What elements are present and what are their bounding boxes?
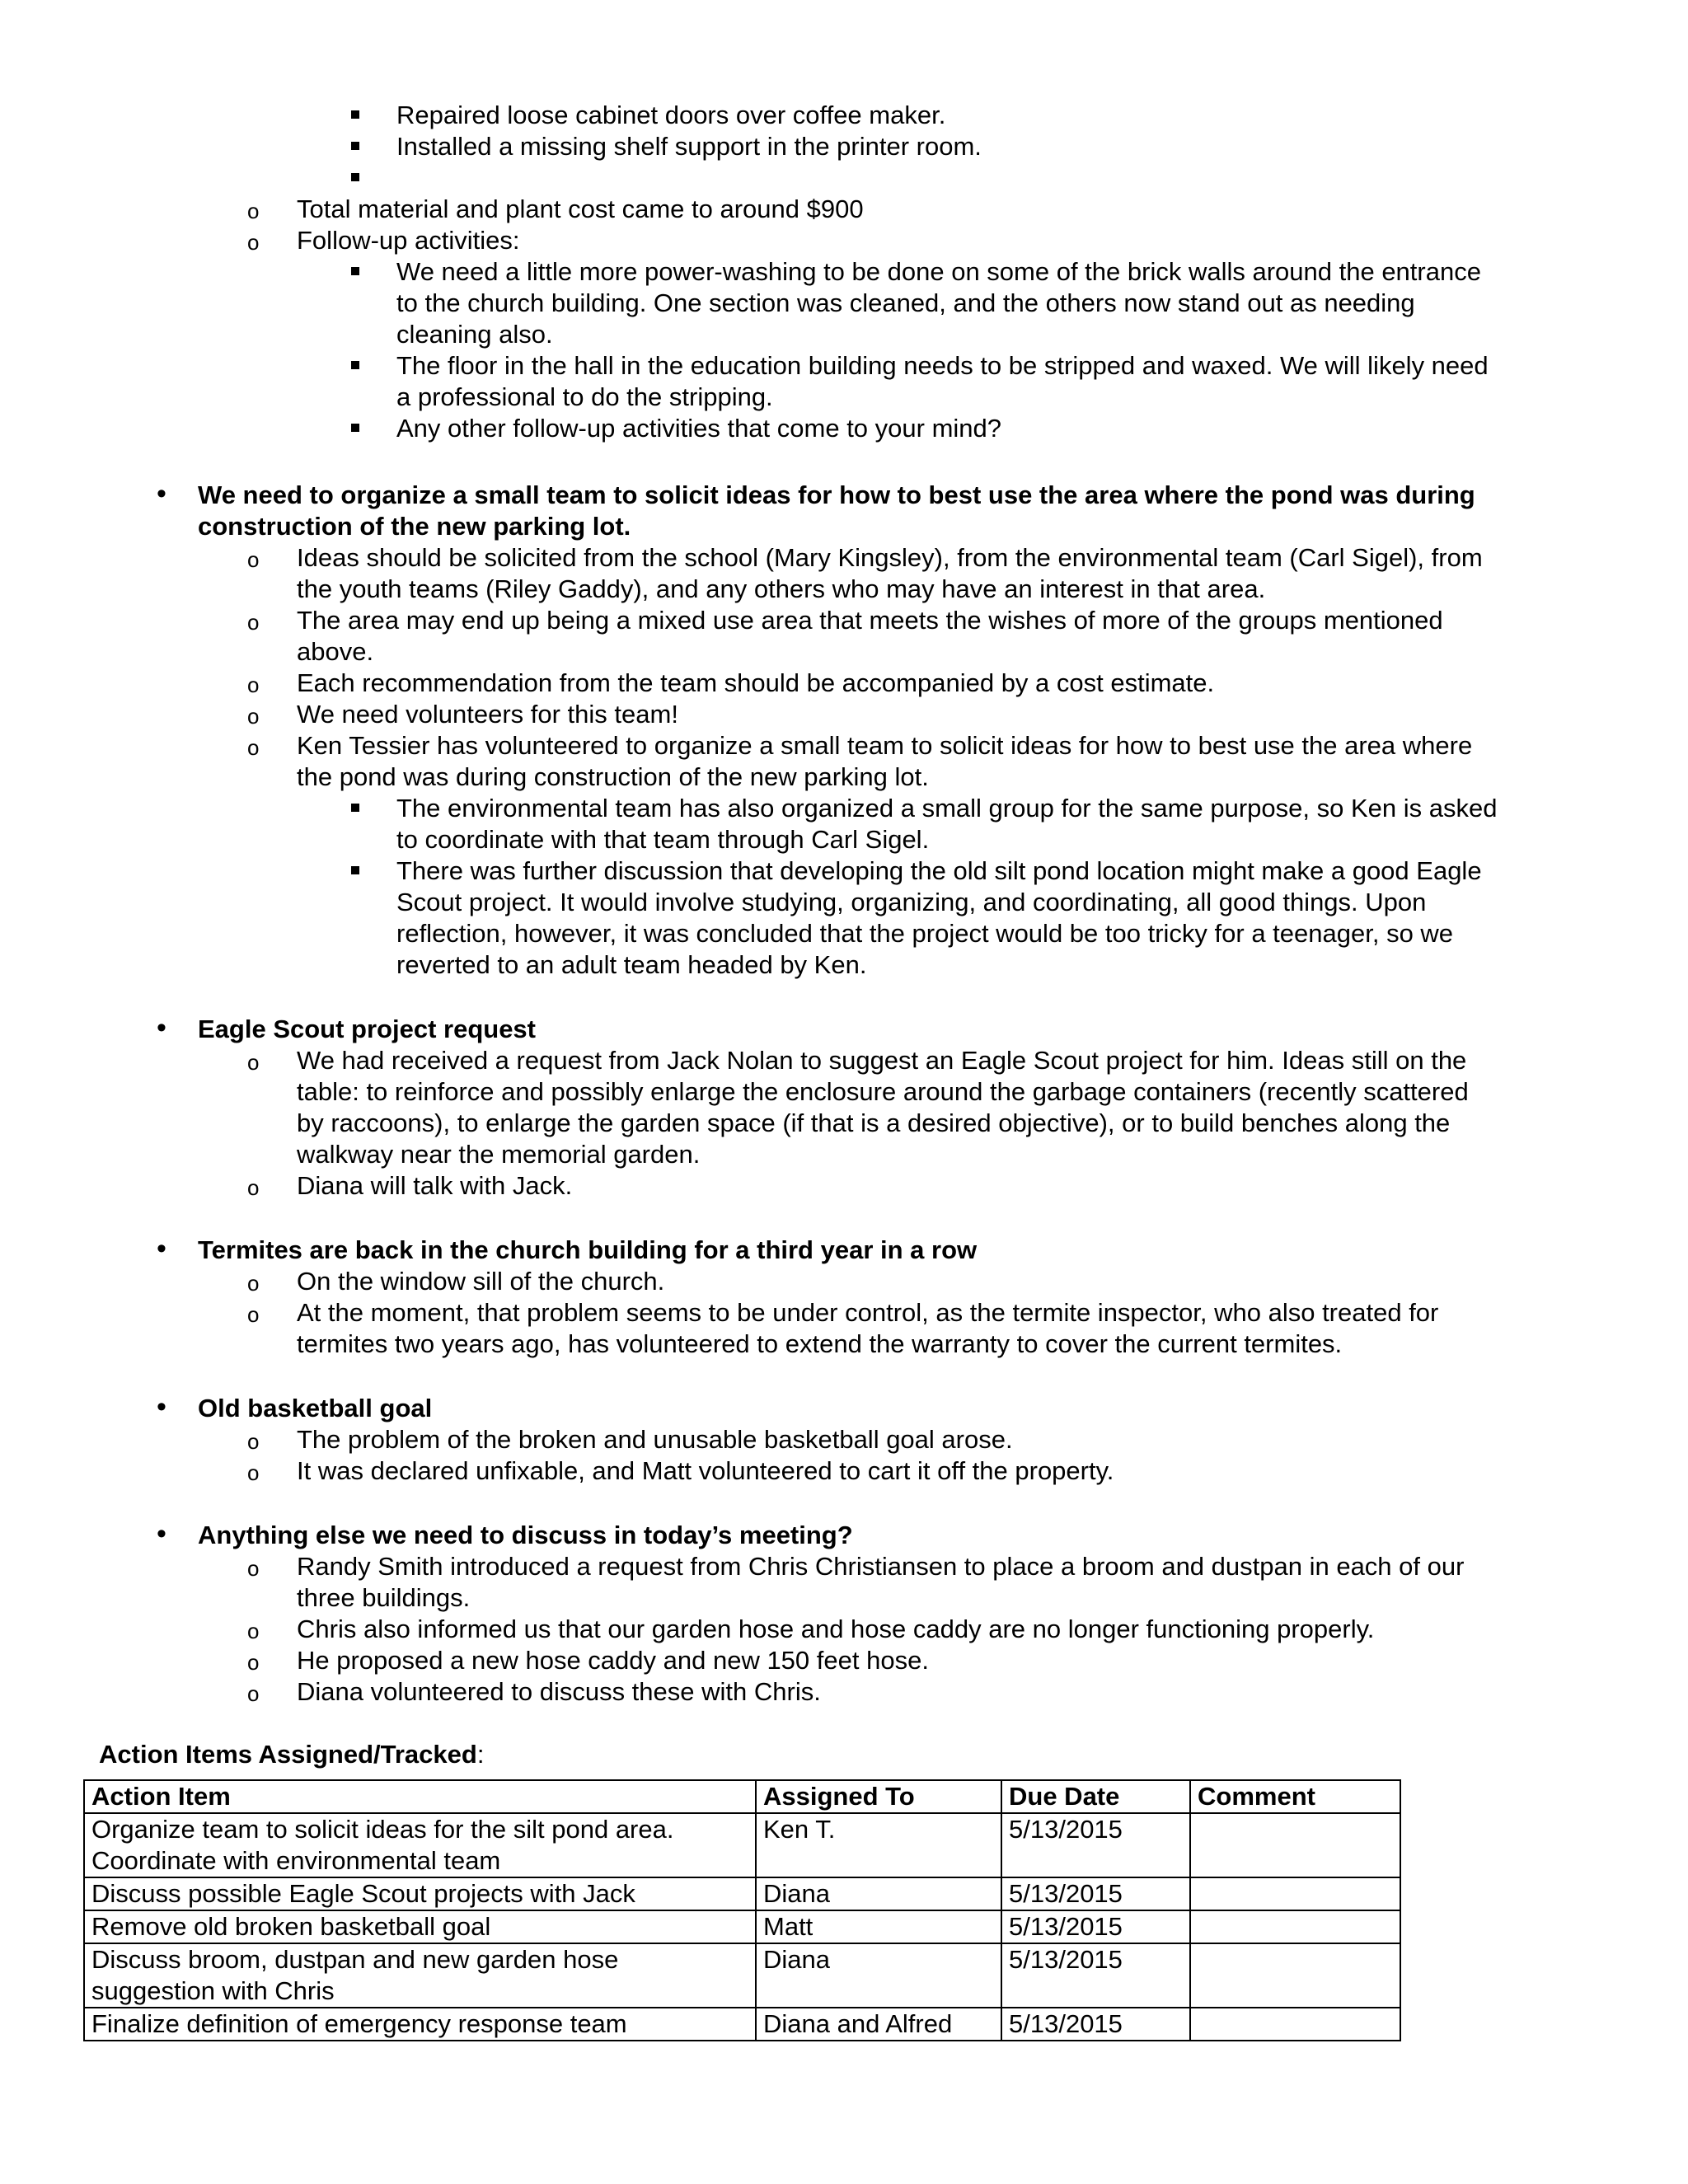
square-bullet: [351, 142, 359, 150]
list-item: Diana volunteered to discuss these with Chris.: [297, 1677, 821, 1706]
table-row: [84, 1943, 1400, 2008]
list-item: At the moment, that problem seems to be under control, as the termite inspector, who also treated for: [297, 1298, 1439, 1327]
circle-bullet: o: [247, 673, 260, 697]
action-items-title-text: Action Items Assigned/Tracked: [99, 1740, 477, 1769]
list-item: There was further discussion that developing the old silt pond location might make a good Eagle: [396, 856, 1482, 885]
column-header-comment: Comment: [1190, 1780, 1400, 1813]
list-item: Repaired loose cabinet doors over coffee maker.: [396, 101, 946, 129]
section-heading: We need to organize a small team to solicit ideas for how to best use the area where the pond was during: [198, 480, 1475, 509]
list-item: We need volunteers for this team!: [297, 700, 678, 729]
list-item: The floor in the hall in the education building needs to be stripped and waxed. We will likely need: [396, 351, 1489, 380]
due-date-cell: 5/13/2015: [1001, 1877, 1190, 1910]
circle-bullet: o: [247, 547, 260, 572]
circle-bullet: o: [247, 1619, 260, 1643]
bullet-dot: •: [157, 1012, 166, 1043]
list-item-continuation: to the church building. One section was cleaned, and the others now stand out as needing: [396, 288, 1415, 317]
action-item-line: Discuss broom, dustpan and new garden hose: [91, 1945, 619, 1974]
list-item-continuation: by raccoons), to enlarge the garden space (if that is a desired objective), or to build benches along the: [297, 1108, 1451, 1137]
bullet-dot: •: [157, 478, 166, 509]
circle-bullet: o: [247, 1175, 260, 1200]
list-item-continuation: termites two years ago, has volunteered to extend the warranty to cover the current termites.: [297, 1329, 1343, 1358]
due-date-cell: 5/13/2015: [1001, 1910, 1190, 1943]
list-item: Randy Smith introduced a request from Chris Christiansen to place a broom and dustpan in each of our: [297, 1552, 1465, 1581]
list-item: On the window sill of the church.: [297, 1267, 665, 1296]
list-item: The area may end up being a mixed use area that meets the wishes of more of the groups mentioned: [297, 606, 1443, 635]
comment-cell: [1190, 1877, 1400, 1910]
assigned-to-cell: Diana: [756, 1943, 1001, 2008]
list-item: It was declared unfixable, and Matt volunteered to cart it off the property.: [297, 1456, 1114, 1485]
list-item-continuation: table: to reinforce and possibly enlarge the enclosure around the garbage containers (recently scattered: [297, 1077, 1469, 1106]
list-item-continuation: reverted to an adult team headed by Ken.: [396, 950, 867, 979]
comment-cell: [1190, 2008, 1400, 2041]
list-item-continuation: a professional to do the stripping.: [396, 382, 773, 411]
due-date-cell: 5/13/2015: [1001, 1943, 1190, 2008]
action-item-line: Coordinate with environmental team: [91, 1846, 501, 1875]
bullet-dot: •: [157, 1233, 166, 1264]
due-date-cell: 5/13/2015: [1001, 1813, 1190, 1877]
action-item-cell: Discuss possible Eagle Scout projects with Jack: [84, 1877, 756, 1910]
square-bullet: [351, 110, 359, 119]
action-item-line: suggestion with Chris: [91, 1976, 335, 2005]
assigned-to-cell: Matt: [756, 1910, 1001, 1943]
action-items-table: [83, 1779, 1401, 2041]
table-header-row: [84, 1780, 1400, 1813]
circle-bullet: o: [247, 704, 260, 729]
circle-bullet: o: [247, 735, 260, 760]
list-item: He proposed a new hose caddy and new 150 feet hose.: [297, 1646, 929, 1675]
section-heading: Old basketball goal: [198, 1394, 433, 1422]
list-item: Diana will talk with Jack.: [297, 1171, 573, 1200]
circle-bullet: o: [247, 1681, 260, 1706]
action-item-cell: Remove old broken basketball goal: [84, 1910, 756, 1943]
list-item: Total material and plant cost came to around $900: [297, 194, 864, 223]
square-bullet: [351, 424, 359, 432]
list-item-continuation: the youth teams (Riley Gaddy), and any others who may have an interest in that area.: [297, 574, 1266, 603]
circle-bullet: o: [247, 610, 260, 635]
list-item: Chris also informed us that our garden hose and hose caddy are no longer functioning properly.: [297, 1615, 1375, 1643]
section-heading-continuation: construction of the new parking lot.: [198, 512, 631, 541]
action-items-title-colon: :: [476, 1740, 485, 1769]
circle-bullet: o: [247, 199, 260, 223]
comment-cell: [1190, 1943, 1400, 2008]
square-bullet: [351, 866, 359, 874]
action-items-title: [99, 1739, 484, 1770]
due-date-cell: 5/13/2015: [1001, 2008, 1190, 2041]
square-bullet: [351, 267, 359, 275]
square-bullet: [351, 804, 359, 812]
list-item: Installed a missing shelf support in the printer room.: [396, 132, 982, 161]
bullet-dot: •: [157, 1391, 166, 1422]
circle-bullet: o: [247, 1460, 260, 1485]
list-item: Ken Tessier has volunteered to organize a small team to solicit ideas for how to best use the area where: [297, 731, 1473, 760]
assigned-to-cell: Diana: [756, 1877, 1001, 1910]
table-row: [84, 2008, 1400, 2041]
column-header-action-item: Action Item: [84, 1780, 756, 1813]
list-item-continuation: above.: [297, 637, 374, 666]
section-heading: Termites are back in the church building for a third year in a row: [198, 1235, 978, 1264]
circle-bullet: o: [247, 1050, 260, 1075]
square-bullet: [351, 173, 359, 181]
assigned-to-cell: Ken T.: [756, 1813, 1001, 1877]
square-bullet: [351, 361, 359, 369]
list-item: Each recommendation from the team should be accompanied by a cost estimate.: [297, 668, 1215, 697]
list-item-continuation: to coordinate with that team through Carl Sigel.: [396, 825, 930, 854]
circle-bullet: o: [247, 1556, 260, 1581]
action-item-cell: [84, 1813, 756, 1877]
circle-bullet: o: [247, 1429, 260, 1454]
list-item: The environmental team has also organized a small group for the same purpose, so Ken is asked: [396, 794, 1498, 823]
list-item: Follow-up activities:: [297, 226, 520, 255]
section-heading: Anything else we need to discuss in today’s meeting?: [198, 1521, 853, 1549]
circle-bullet: o: [247, 230, 260, 255]
table-row: [84, 1877, 1400, 1910]
list-item: Any other follow-up activities that come to your mind?: [396, 414, 1002, 443]
action-item-cell: Finalize definition of emergency response team: [84, 2008, 756, 2041]
list-item-continuation: three buildings.: [297, 1583, 471, 1612]
list-item-continuation: Scout project. It would involve studying, organizing, and coordinating, all good things. Upon: [396, 888, 1427, 916]
list-item-continuation: reflection, however, it was concluded that the project would be too tricky for a teenager, so we: [396, 919, 1454, 948]
table-row: [84, 1813, 1400, 1877]
action-item-line: Organize team to solicit ideas for the silt pond area.: [91, 1815, 674, 1844]
list-item: The problem of the broken and unusable basketball goal arose.: [297, 1425, 1013, 1454]
circle-bullet: o: [247, 1271, 260, 1296]
action-item-cell: [84, 1943, 756, 2008]
circle-bullet: o: [247, 1650, 260, 1675]
bullet-dot: •: [157, 1518, 166, 1549]
table-row: [84, 1910, 1400, 1943]
list-item-continuation: the pond was during construction of the new parking lot.: [297, 762, 929, 791]
circle-bullet: o: [247, 1302, 260, 1327]
comment-cell: [1190, 1813, 1400, 1877]
assigned-to-cell: Diana and Alfred: [756, 2008, 1001, 2041]
section-heading: Eagle Scout project request: [198, 1015, 536, 1043]
list-item-continuation: walkway near the memorial garden.: [297, 1140, 701, 1169]
list-item: We had received a request from Jack Nolan to suggest an Eagle Scout project for him. Ideas still on the: [297, 1046, 1467, 1075]
column-header-due-date: Due Date: [1001, 1780, 1190, 1813]
list-item: We need a little more power-washing to be done on some of the brick walls around the entrance: [396, 257, 1481, 286]
column-header-assigned-to: Assigned To: [756, 1780, 1001, 1813]
list-item-continuation: cleaning also.: [396, 320, 553, 349]
list-item: Ideas should be solicited from the school (Mary Kingsley), from the environmental team (Carl Sigel), from: [297, 543, 1483, 572]
comment-cell: [1190, 1910, 1400, 1943]
